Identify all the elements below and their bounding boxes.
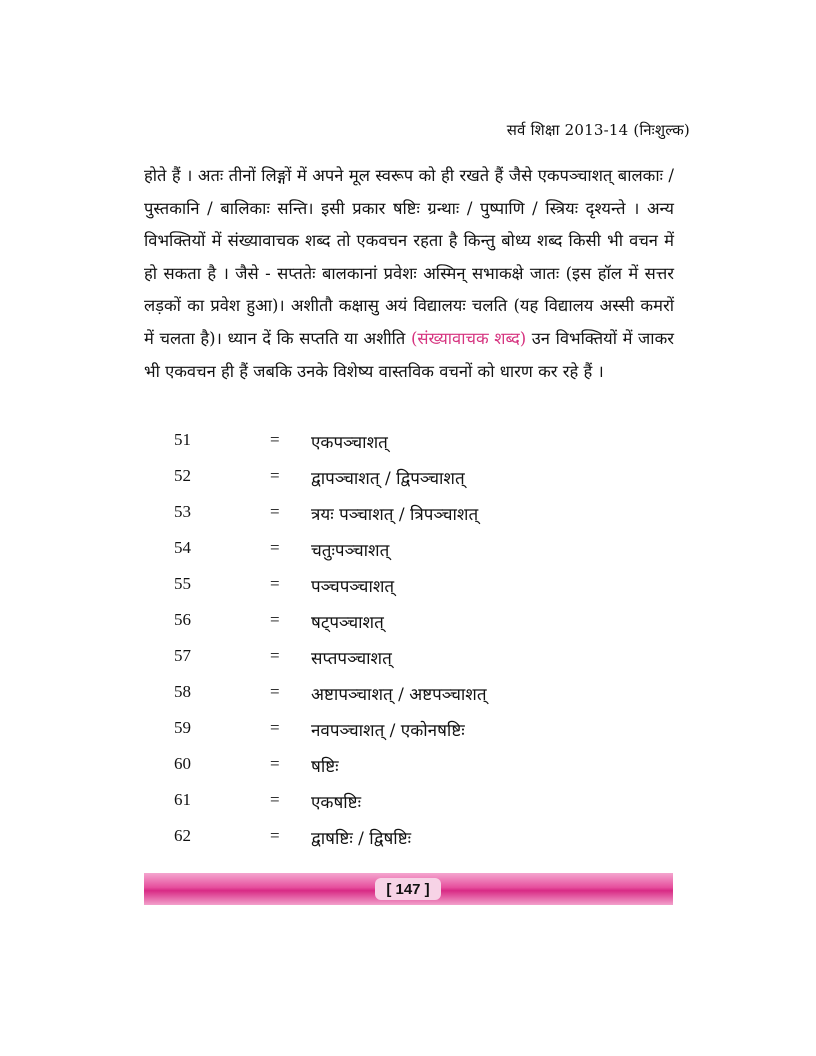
number: 59	[174, 718, 191, 737]
sanskrit-word: द्वापञ्चाशत् / द्विपञ्चाशत्	[311, 469, 465, 489]
number: 56	[174, 610, 191, 629]
table-row	[0, 430, 816, 466]
number: 60	[174, 754, 191, 773]
paragraph-text-part-1: होते हैं । अतः तीनों लिङ्गों में अपने मूल स्वरूप को ही रखते हैं जैसे एकपञ्चाशत् बालकाः / पुस्तकानि / बालिकाः सन्ति। इसी प्रकार षष्टिः ग्रन्थाः / पुष्पाणि / स्त्रियः दृश्यन्ते । अन्य विभक्तियों में संख्यावाचक शब्द तो एकवचन रहता है किन्तु बोध्य शब्द किसी भी वचन में हो सकता है । जैसे - सप्ततेः बालकानां प्रवेशः अस्मिन् सभाकक्षे जातः (इस हॉल में सत्तर लड़कों का प्रवेश हुआ)। अशीतौ कक्षासु अयं विद्यालयः चलति (यह विद्यालय अस्सी कमरों में चलता है)। ध्यान दें कि सप्तति या अशीति	[144, 166, 674, 348]
equals-sign: =	[270, 430, 280, 449]
number: 57	[174, 646, 191, 665]
equals-sign: =	[270, 646, 280, 665]
equals-sign: =	[270, 502, 280, 521]
equals-sign: =	[270, 718, 280, 737]
number: 61	[174, 790, 191, 809]
running-header: सर्व शिक्षा 2013-14 (निःशुल्क)	[506, 121, 690, 139]
equals-sign: =	[270, 754, 280, 773]
number: 55	[174, 574, 191, 593]
number: 53	[174, 502, 191, 521]
number: 52	[174, 466, 191, 485]
table-row	[0, 646, 816, 682]
page-number: [ 147 ]	[375, 878, 441, 900]
highlighted-term: (संख्यावाचक शब्द)	[410, 328, 527, 348]
sanskrit-word: अष्टापञ्चाशत् / अष्टपञ्चाशत्	[311, 685, 487, 705]
sanskrit-word: सप्तपञ्चाशत्	[311, 649, 392, 669]
table-row	[0, 682, 816, 718]
table-row	[0, 538, 816, 574]
table-row	[0, 754, 816, 790]
paragraph-text-part-2: उन विभक्तियों में जाकर भी एकवचन ही हैं जबकि उनके विशेष्य वास्तविक वचनों को धारण कर रहे हैं ।	[144, 328, 674, 381]
sanskrit-word: पञ्चपञ्चाशत्	[311, 577, 395, 597]
equals-sign: =	[270, 466, 280, 485]
sanskrit-word: त्रयः पञ्चाशत् / त्रिपञ्चाशत्	[311, 505, 479, 525]
equals-sign: =	[270, 790, 280, 809]
table-row	[0, 826, 816, 862]
equals-sign: =	[270, 682, 280, 701]
sanskrit-word: षट्पञ्चाशत्	[311, 613, 384, 633]
number: 62	[174, 826, 191, 845]
equals-sign: =	[270, 610, 280, 629]
body-paragraph	[144, 160, 674, 388]
table-row	[0, 790, 816, 826]
number: 51	[174, 430, 191, 449]
sanskrit-word: द्वाषष्टिः / द्विषष्टिः	[311, 829, 412, 849]
sanskrit-word: चतुःपञ्चाशत्	[311, 541, 390, 561]
table-row	[0, 466, 816, 502]
table-row	[0, 574, 816, 610]
number: 58	[174, 682, 191, 701]
equals-sign: =	[270, 538, 280, 557]
table-row	[0, 718, 816, 754]
sanskrit-word: नवपञ्चाशत् / एकोनषष्टिः	[311, 721, 465, 741]
sanskrit-word: एकषष्टिः	[311, 793, 362, 813]
sanskrit-word: एकपञ्चाशत्	[311, 433, 388, 453]
table-row	[0, 610, 816, 646]
number: 54	[174, 538, 191, 557]
table-row	[0, 502, 816, 538]
equals-sign: =	[270, 826, 280, 845]
sanskrit-word: षष्टिः	[311, 757, 339, 777]
equals-sign: =	[270, 574, 280, 593]
